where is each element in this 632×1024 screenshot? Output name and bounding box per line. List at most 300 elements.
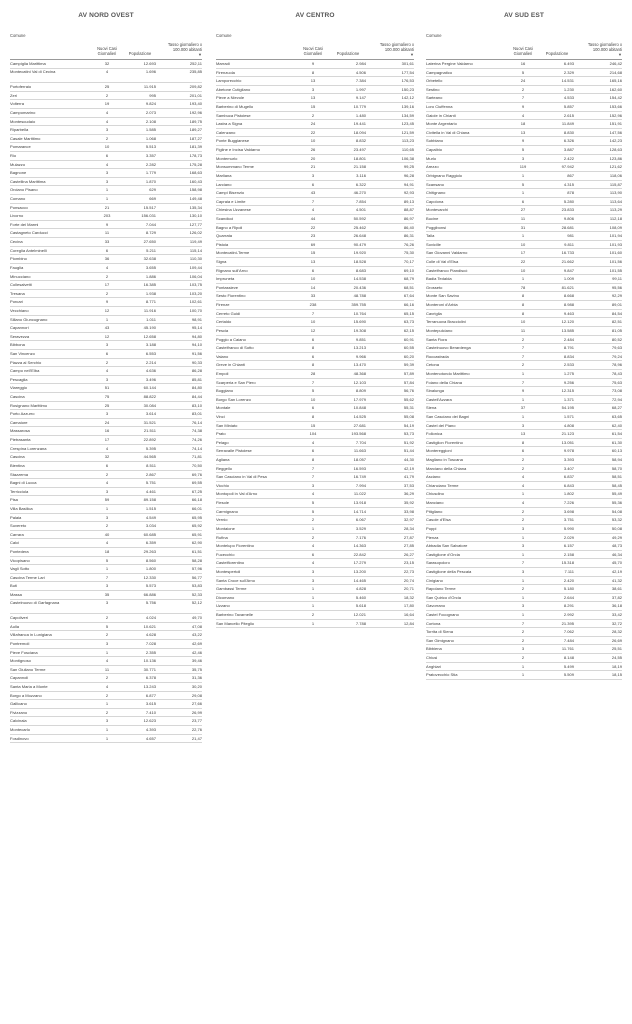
tasso-value: 24,55 [611,655,622,661]
table-row [426,258,622,267]
popolazione-value: 6.837 [563,474,574,480]
comune-name: Castell'Azzara [426,396,452,402]
nuovi-casi-value: 6 [311,267,315,273]
tasso-value: 55,62 [403,396,414,402]
tasso-value: 56,77 [191,574,202,580]
comune-name: Capolona [426,198,444,204]
table-row [216,353,414,362]
popolazione-value: 14.531 [561,78,574,84]
comune-name: Siena [426,405,437,411]
nuovi-casi-value: 7 [311,474,315,480]
nuovi-casi-value: 7 [521,620,525,626]
tasso-value: 66,01 [191,505,202,511]
tasso-value: 27,85 [403,543,414,549]
popolazione-value: 3.529 [355,525,366,531]
tasso-value: 18,15 [611,672,622,678]
tasso-value: 92,29 [611,293,622,299]
header-tasso[interactable] [366,43,414,57]
comune-name: San Marcello Piteglio [216,620,255,626]
comune-name: Vagli Sotto [10,566,30,572]
table-row [216,189,414,198]
comune-name: Sestino [426,86,440,92]
header-popolazione[interactable]: Popolazione [336,51,360,57]
tasso-value: 151,91 [609,121,622,127]
tasso-value: 27,87 [403,534,414,540]
popolazione-value: 2.158 [563,551,574,557]
tasso-value: 17,80 [403,603,414,609]
comune-name: Castelfranco di Sotto [216,345,254,351]
comune-name: Montenotondo Marittimo [426,370,470,376]
comune-name: Capoliveri [10,615,28,621]
comune-name: Massa [10,592,22,598]
header-tasso-label: Tasso giornaliero x 100.000 abitanti [167,42,202,53]
table-row [10,255,202,264]
table-row [216,86,414,95]
tasso-value: 110,65 [401,147,414,153]
comune-name: Camaiore [10,419,28,425]
nuovi-casi-value: 2 [311,534,315,540]
comune-name: Poggibonsi [426,224,447,230]
table-row [10,700,202,709]
comune-name: Manciano [426,500,444,506]
tasso-value: 154,42 [609,95,622,101]
popolazione-value: 629 [149,187,156,193]
comune-name: Santa Maria a Monte [10,684,48,690]
popolazione-value: 4.393 [145,727,156,733]
tasso-value: 95,14 [191,325,202,331]
comune-name: Santa Fiora [426,336,447,342]
comune-name: San Giuliano Terme [10,666,46,672]
tasso-value: 128,63 [609,147,622,153]
nuovi-casi-value: 1 [521,551,525,557]
popolazione-value: 12.330 [143,574,156,580]
tasso-value: 33,42 [611,612,622,617]
popolazione-value: 60.144 [143,385,156,391]
nuovi-casi-value: 2 [105,273,109,279]
popolazione-value: 18.801 [353,155,366,161]
comune-name: Orbetello [426,78,443,84]
popolazione-value: 12.315 [561,388,574,394]
tasso-value: 70,17 [403,259,414,265]
tasso-value: 121,59 [401,129,414,135]
popolazione-value: 1.870 [145,178,156,184]
nuovi-casi-value: 4 [105,684,109,690]
nuovi-casi-value: 6 [311,336,315,342]
comune-name: Casale Marittimo [10,135,41,141]
sort-desc-icon[interactable]: ▼ [198,52,202,57]
comune-name: Cinigiano [426,577,443,583]
sort-desc-icon[interactable]: ▼ [410,52,414,57]
popolazione-value: 9.847 [563,267,574,273]
comune-name: Murlo [426,155,437,161]
popolazione-value: 7.226 [563,500,574,506]
header-popolazione[interactable]: Popolazione [128,51,152,57]
popolazione-value: 5.211 [146,247,156,253]
table-row [426,482,622,491]
header-comune[interactable]: Comune [10,33,26,38]
nuovi-casi-value: 3 [521,568,525,574]
table-row [216,318,414,327]
table-row [216,69,414,78]
table-row [426,129,622,138]
header-popolazione[interactable]: Popolazione [545,51,569,57]
nuovi-casi-value: 69 [310,241,316,247]
popolazione-value: 1.886 [145,273,156,279]
comune-name: Rufina [216,534,228,540]
table-row [10,195,202,204]
popolazione-value: 9.463 [563,310,574,316]
comune-name: Vicopisano [10,557,30,563]
nuovi-casi-value: 1 [521,276,525,282]
nuovi-casi-value: 1 [521,413,525,419]
comune-name: Buggiano [216,388,234,394]
nuovi-casi-value: 7 [311,379,315,385]
popolazione-value: 18.057 [353,457,366,463]
comune-name: Abetone Cutigliano [216,86,251,92]
table-row [10,247,202,256]
nuovi-casi-value: 3 [521,525,525,531]
nuovi-casi-value: 8 [521,439,525,445]
popolazione-value: 16.385 [143,282,156,288]
popolazione-value: 45.190 [143,325,156,331]
comune-name: Capannoli [10,675,29,681]
comune-name: Monsummano Terme [216,164,254,170]
comune-name: Bibbiena [426,646,442,652]
popolazione-value: 11.761 [561,646,574,652]
popolazione-value: 14.525 [353,413,366,419]
tasso-value: 65,95 [191,514,202,520]
nuovi-casi-value: 4 [311,207,315,213]
popolazione-value: 4.828 [355,586,366,592]
comune-name: Coreglia Antelminelli [10,247,47,253]
table-av-nord-ovest [10,12,202,743]
tasso-value: 37,53 [403,482,414,488]
popolazione-value: 3.887 [563,147,574,153]
tasso-value: 41,32 [611,577,622,583]
popolazione-value: 5.573 [145,583,156,589]
table-row [426,370,622,379]
comune-name: Buti [10,583,17,589]
nuovi-casi-value: 21 [310,164,316,170]
table-row [10,135,202,144]
comune-name: Fiesole [216,500,230,506]
nuovi-casi-value: 25 [104,84,110,90]
comune-name: Terranuova Bracciolini [426,319,466,325]
table-row [426,172,622,181]
popolazione-value: 995 [149,92,156,98]
table-row [216,620,414,629]
popolazione-value: 6.877 [145,692,156,698]
nuovi-casi-value: 22 [310,224,316,230]
nuovi-casi-value: 4 [105,480,109,486]
nuovi-casi-value: 7 [521,95,525,101]
tasso-value: 67,25 [191,488,202,494]
table-row [426,181,622,190]
popolazione-value: 4.628 [145,632,156,638]
table-row [10,376,202,385]
popolazione-value: 4.501 [355,207,366,213]
nuovi-casi-value: 4 [521,112,525,118]
comune-name: Pontremoli [10,641,30,646]
comune-name: San Gimignano [426,637,454,643]
nuovi-casi-value: 18 [104,549,110,555]
popolazione-value: 6.553 [145,351,156,356]
comune-name: Arezzo [426,164,439,170]
tasso-value: 112,18 [609,215,622,221]
table-row [426,241,622,250]
nuovi-casi-value: 4 [311,543,315,549]
popolazione-value: 16.749 [353,474,366,480]
nuovi-casi-value: 78 [520,284,526,290]
nuovi-casi-value: 12 [104,333,110,339]
tasso-value: 49,70 [191,615,202,621]
table-row [216,155,414,164]
comune-name: Carmignano [216,508,239,514]
tasso-value: 62,15 [403,327,414,333]
nuovi-casi-value: 203 [103,213,111,219]
popolazione-value: 5.513 [145,144,156,150]
table-row [216,490,414,499]
header-comune[interactable]: Comune [426,33,442,38]
tasso-value: 28,32 [611,629,622,635]
comune-name: Tresana [10,290,25,296]
popolazione-value: 1.696 [145,68,156,74]
popolazione-value: 6.493 [563,61,574,66]
header-nuovi-casi[interactable]: Nuovi Casi Giornalieri [513,46,533,57]
comune-name: Certaldo [216,319,232,325]
tasso-value: 189,75 [189,118,202,124]
popolazione-value: 1.800 [145,566,156,572]
table-row [426,336,622,345]
table-row [10,393,202,402]
comune-name: Carrara [10,531,24,537]
popolazione-value: 5.618 [355,603,366,609]
nuovi-casi-value: 3 [105,376,109,382]
tasso-value: 79,63 [611,345,622,351]
tasso-value: 84,80 [191,385,202,391]
popolazione-value: 6.359 [145,540,156,546]
table-row [10,514,202,523]
tasso-value: 74,38 [191,428,202,434]
comune-name: Villafranca in Lunigiana [10,632,52,638]
table-row [426,577,622,586]
tasso-value: 32,97 [403,517,414,523]
comune-name: Bientina [10,462,25,468]
nuovi-casi-value: 3 [311,482,315,488]
header-tasso[interactable] [156,43,202,57]
header-nuovi-casi[interactable]: Nuovi Casi Giornalieri [97,46,117,57]
table-row [216,508,414,517]
tasso-value: 69,10 [403,267,414,273]
nuovi-casi-value: 3 [521,422,525,428]
tasso-value: 43,22 [191,632,202,638]
nuovi-casi-value: 3 [521,155,525,161]
table-row [426,628,622,637]
popolazione-value: 4.506 [355,69,366,75]
tasso-value: 86,40 [403,224,414,230]
tasso-value: 89,13 [403,198,414,204]
popolazione-value: 8.291 [563,603,574,609]
popolazione-value: 1.480 [355,112,366,118]
comune-name: Castelnuovo di Garfagnana [10,599,60,605]
comune-name: Vinci [216,413,225,419]
tasso-value: 86,31 [403,233,414,239]
table-row [10,109,202,118]
table-row [216,344,414,353]
popolazione-value: 8.791 [563,345,574,351]
tasso-value: 21,47 [191,735,202,741]
comune-name: Pontassieve [216,284,239,290]
comune-name: Cascina [10,394,25,400]
nuovi-casi-value: 43 [310,190,316,196]
table-row [10,582,202,591]
table-row [10,204,202,213]
comune-name: Campo nell'Elba [10,368,40,374]
comune-name: Campi Bisenzio [216,190,245,196]
tasso-value: 42,19 [611,568,622,574]
comune-name: Borgo a Mozzano [10,692,42,698]
popolazione-value: 193.568 [351,431,366,437]
table-row [426,594,622,603]
tasso-value: 39,46 [191,658,202,664]
comune-name: Forte dei Marmi [10,221,39,227]
nuovi-casi-value: 3 [105,170,109,176]
comune-name: Collesalvetti [10,282,32,288]
header-comune[interactable]: Comune [216,33,232,38]
header-nuovi-casi[interactable]: Nuovi Casi Giornalieri [303,46,323,57]
nuovi-casi-value: 5 [311,388,315,394]
table-row [10,531,202,540]
comune-name: Montecatini Val di Cecina [10,68,56,74]
nuovi-casi-value: 3 [105,599,109,605]
comune-name: Castiglione della Pescaia [426,568,472,574]
popolazione-value: 669 [149,196,156,202]
tasso-value: 101,94 [609,233,622,239]
comune-name: Montepulciano [426,327,453,333]
comune-name: Gambassi Terme [216,586,247,592]
comune-name: Ponsacco [10,204,28,210]
tasso-value: 26,99 [191,709,202,715]
comune-name: Crespina Lorenzana [10,445,47,451]
comune-name: Zeri [10,92,17,98]
tasso-value: 78,43 [611,370,622,376]
popolazione-value: 7.854 [355,198,366,204]
comune-name: Bagno a Ripoli [216,224,243,230]
popolazione-value: 89.158 [143,497,156,503]
tasso-value: 36,18 [611,603,622,609]
popolazione-value: 5.499 [563,663,574,669]
nuovi-casi-value: 4 [105,368,109,374]
table-row [10,212,202,221]
nuovi-casi-value: 1 [521,672,525,678]
comune-name: Fauglia [10,264,24,270]
tasso-value: 69,55 [191,480,202,486]
comune-name: Civitella in Val di Chiana [426,129,470,135]
table-row [10,126,202,135]
tasso-value: 160,43 [189,178,202,184]
table-row [216,413,414,422]
tasso-value: 69,76 [191,471,202,477]
popolazione-value: 8.729 [145,230,156,236]
tasso-value: 252,11 [189,61,202,66]
popolazione-value: 1.011 [146,316,156,322]
table-row [216,473,414,482]
nuovi-casi-value: 17 [104,282,110,288]
comune-name: Poppi [426,525,437,531]
nuovi-casi-value: 35 [104,592,110,598]
header-tasso[interactable] [574,43,622,57]
popolazione-value: 8.834 [563,353,574,359]
popolazione-value: 5.280 [563,198,574,204]
popolazione-value: 19.308 [353,327,366,333]
popolazione-value: 8.988 [563,302,574,308]
nuovi-casi-value: 2 [521,457,525,463]
table-row [10,384,202,393]
tasso-value: 110,30 [189,256,202,262]
tasso-value: 75,30 [403,250,414,256]
table-row [426,232,622,241]
nuovi-casi-value: 13 [310,78,316,84]
comune-name: Rosignano Marittimo [10,402,48,408]
tasso-value: 60,55 [403,345,414,351]
tasso-value: 61,51 [191,549,202,555]
comune-name: Pienza [426,534,439,540]
popolazione-value: 6.326 [563,138,574,144]
nuovi-casi-value: 3 [105,127,109,133]
table-row [10,666,202,675]
nuovi-casi-value: 13 [520,431,526,437]
tasso-value: 22,76 [191,727,202,733]
tasso-value: 109,44 [189,264,202,270]
tasso-value: 51,92 [403,439,414,445]
tasso-value: 20,71 [403,586,414,592]
comune-name: Roccastrada [426,353,449,359]
nuovi-casi-value: 1 [105,505,109,511]
table-row [10,709,202,718]
tasso-value: 58,94 [611,457,622,463]
tasso-value: 83,01 [191,411,202,417]
table-row [216,275,414,284]
sort-desc-icon[interactable]: ▼ [618,52,622,57]
table-row [216,525,414,534]
popolazione-value: 27.650 [143,239,156,245]
comune-name: Seravezza [10,333,30,339]
popolazione-value: 8.809 [355,388,366,394]
table-row [426,77,622,86]
comune-name: San Miniato [216,422,238,428]
table-row [216,422,414,431]
popolazione-value: 20.436 [353,284,366,290]
popolazione-value: 9.966 [355,353,366,359]
comune-name: Greve in Chianti [216,362,246,368]
nuovi-casi-value: 5 [311,508,315,514]
nuovi-casi-value: 6 [105,462,109,468]
comune-name: Torrita di Siena [426,629,453,635]
popolazione-value: 10.848 [353,405,366,411]
popolazione-value: 30.771 [143,666,156,672]
table-row [10,614,202,623]
tasso-value: 108,09 [609,224,622,230]
nuovi-casi-value: 33 [310,293,316,299]
popolazione-value: 7.410 [145,709,156,715]
table-row [10,735,202,744]
comune-name: Castel Focognano [426,612,459,617]
comune-name: Barberino Tavarnelle [216,612,254,617]
comune-name: Castiglion Fiorentino [426,439,463,445]
comune-name: Lastra a Signa [216,121,243,127]
comune-name: Pietrasanta [10,437,31,443]
tasso-value: 12,84 [403,620,414,626]
